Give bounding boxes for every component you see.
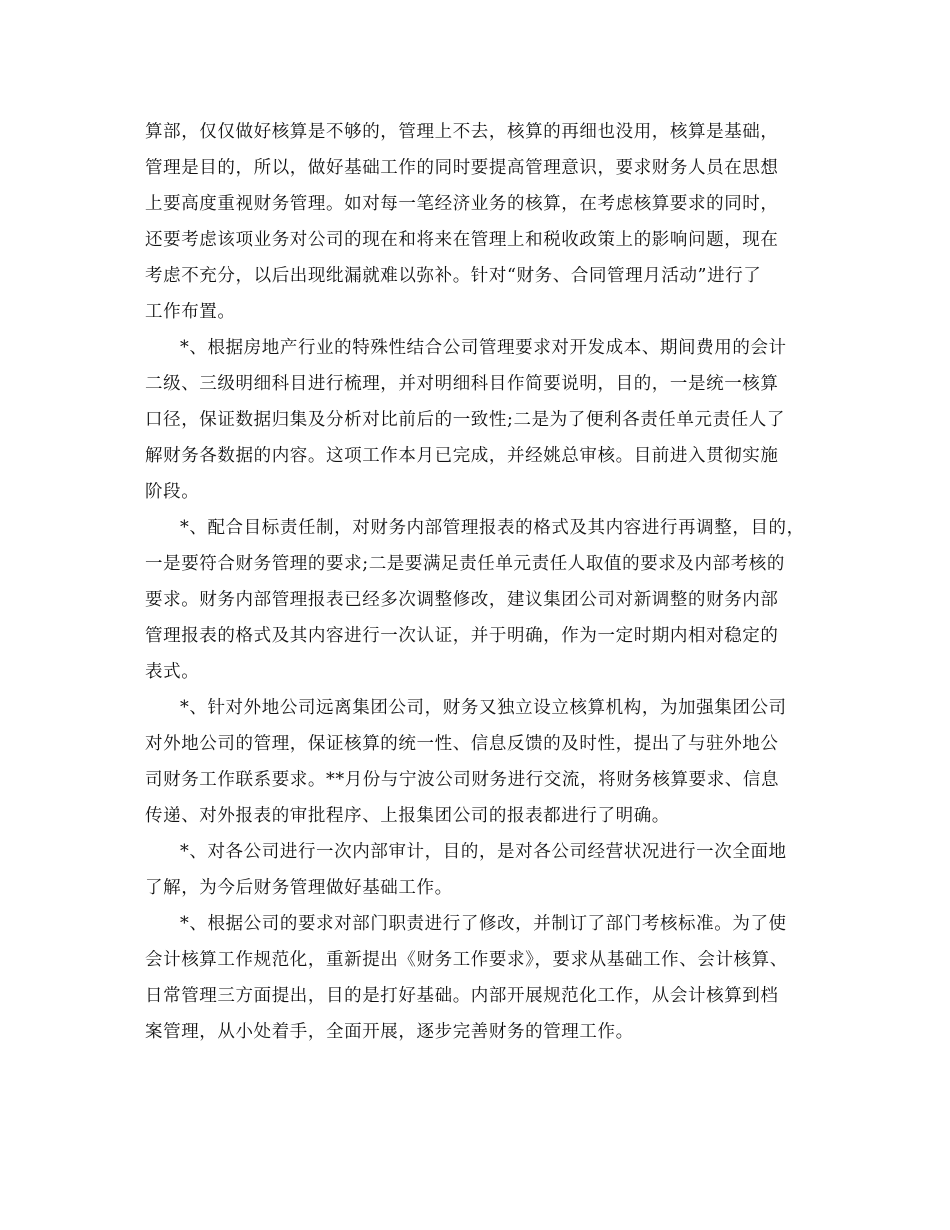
- document-body: [145, 114, 815, 1050]
- text-line: 工作布置。: [145, 302, 236, 322]
- text-line: 一是要符合财务管理的要求;二是要满足责任单元责任人取值的要求及内部考核的: [145, 554, 785, 574]
- text-line: 会计核算工作规范化，重新提出《财务工作要求》，要求从基础工作、会计核算、: [145, 950, 788, 970]
- text-line: 要求。财务内部管理报表已经多次调整修改，建议集团公司对新调整的财务内部: [145, 590, 779, 610]
- paragraph-first-line: *、根据公司的要求对部门职责进行了修改，并制订了部门考核标准。为了使: [180, 914, 787, 934]
- text-line: 解财务各数据的内容。这项工作本月已完成，并经姚总审核。目前进入贯彻实施: [145, 446, 779, 466]
- text-line: 上要高度重视财务管理。如对每一笔经济业务的核算，在考虑核算要求的同时，: [145, 194, 779, 214]
- text-line: 司财务工作联系要求。**月份与宁波公司财务进行交流，将财务核算要求、信息: [145, 770, 780, 790]
- text-line: 口径，保证数据归集及分析对比前后的一致性;二是为了便利各责任单元责任人了: [145, 410, 785, 430]
- text-line: 了解，为今后财务管理做好基础工作。: [145, 878, 453, 898]
- text-line: 管理是目的，所以，做好基础工作的同时要提高管理意识，要求财务人员在思想: [145, 158, 779, 178]
- text-line: 管理报表的格式及其内容进行一次认证，并于明确，作为一定时期内相对稳定的: [145, 626, 779, 646]
- text-line: 算部，仅仅做好核算是不够的，管理上不去，核算的再细也没用，核算是基础，: [145, 122, 779, 142]
- text-line: 还要考虑该项业务对公司的现在和将来在管理上和税收政策上的影响问题，现在: [145, 230, 779, 250]
- text-line: 日常管理三方面提出，目的是打好基础。内部开展规范化工作，从会计核算到档: [145, 986, 779, 1006]
- text-line: 二级、三级明细科目进行梳理，并对明细科目作简要说明，目的，一是统一核算: [145, 374, 779, 394]
- text-line: 表式。: [145, 662, 200, 682]
- text-line: 考虑不充分，以后出现纰漏就难以弥补。针对“财务、合同管理月活动”进行了: [145, 266, 762, 286]
- text-line: 阶段。: [145, 482, 200, 502]
- text-line: 案管理，从小处着手，全面开展，逐步完善财务的管理工作。: [145, 1022, 634, 1042]
- text-line: 对外地公司的管理，保证核算的统一性、信息反馈的及时性，提出了与驻外地公: [145, 734, 779, 754]
- text-line: 传递、对外报表的审批程序、上报集团公司的报表都进行了明确。: [145, 806, 670, 826]
- paragraph-first-line: *、对各公司进行一次内部审计，目的，是对各公司经营状况进行一次全面地: [180, 842, 787, 862]
- paragraph-first-line: *、针对外地公司远离集团公司，财务又独立设立核算机构，为加强集团公司: [180, 698, 787, 718]
- paragraph-first-line: *、配合目标责任制，对财务内部管理报表的格式及其内容进行再调整，目的，: [180, 518, 805, 538]
- paragraph-first-line: *、根据房地产行业的特殊性结合公司管理要求对开发成本、期间费用的会计: [180, 338, 787, 358]
